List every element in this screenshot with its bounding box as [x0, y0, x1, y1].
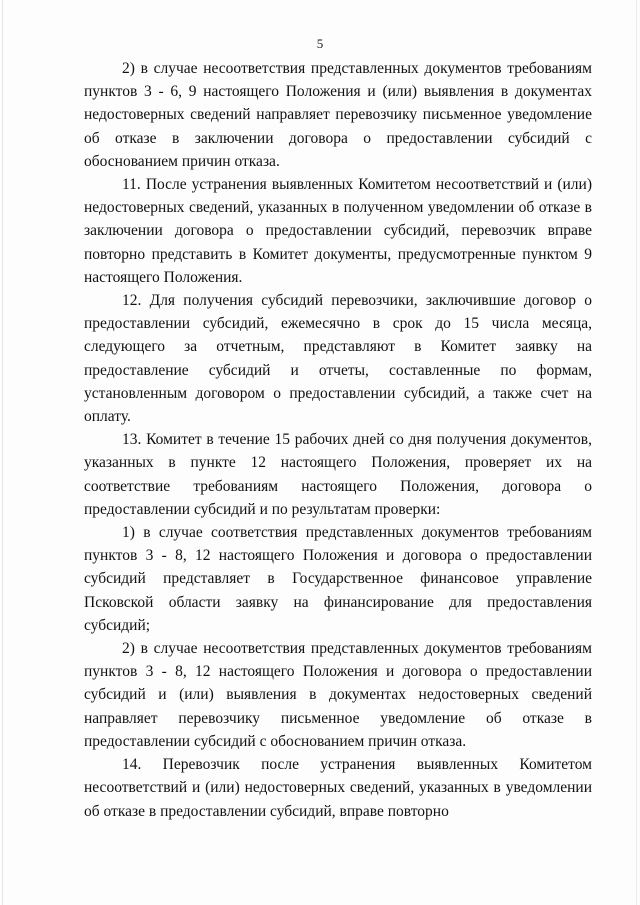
paragraph-10-2: 2) в случае несоответствия представленных документов требованиям пунктов 3 - 6, 9 настоящего Положения и (или) выявления в документах недостоверных сведений направляет перевозчику письменное уведомление об отказе в заключении договора о предоставлении субсидий с обоснованием причин отказа.	[84, 60, 592, 170]
paragraph-11: 11. После устранения выявленных Комитетом несоответствий и (или) недостоверных сведений, указанных в полученном уведомлении об отказе в заключении договора о предоставлении субсидий, перевозчик вправе повторно представить в Комитет документы, предусмотренные пунктом 9 настоящего Положения.	[84, 176, 592, 286]
page-number: 5	[316, 36, 324, 51]
paragraph-13-1: 1) в случае соответствия представленных документов требованиям пунктов 3 - 8, 12 настоящего Положения и договора о предоставлении субсидий представляет в Государственное финансовое управление Псковской области заявку на финансирование для предоставления субсидий;	[84, 524, 592, 634]
document-body	[84, 57, 592, 823]
scan-edge-right	[636, 0, 637, 905]
paragraph-14: 14. Перевозчик после устранения выявленных Комитетом несоответствий и (или) недостоверных сведений, указанных в уведомлении об отказе в предоставлении субсидий, вправе повторно	[84, 756, 592, 820]
paragraph-13: 13. Комитет в течение 15 рабочих дней со дня получения документов, указанных в пункте 12 настоящего Положения, проверяет их на соответствие требованиям настоящего Положения, договора о предоставлении субсидий и по результатам проверки:	[84, 431, 592, 518]
paragraph-13-2: 2) в случае несоответствия представленных документов требованиям пунктов 3 - 8, 12 настоящего Положения и договора о предоставлении субсидий и (или) выявления в документах недостоверных сведений направляет перевозчику письменное уведомление об отказе в предоставлении субсидий с обоснованием причин отказа.	[84, 640, 592, 750]
scan-edge-left	[2, 0, 3, 905]
paragraph-12: 12. Для получения субсидий перевозчики, заключившие договор о предоставлении субсидий, ежемесячно в срок до 15 числа месяца, следующего за отчетным, представляют в Комитет заявку на предоставление субсидий и отчеты, составленные по формам, установленным договором о предоставлении субсидий, а также счет на оплату.	[84, 292, 592, 426]
